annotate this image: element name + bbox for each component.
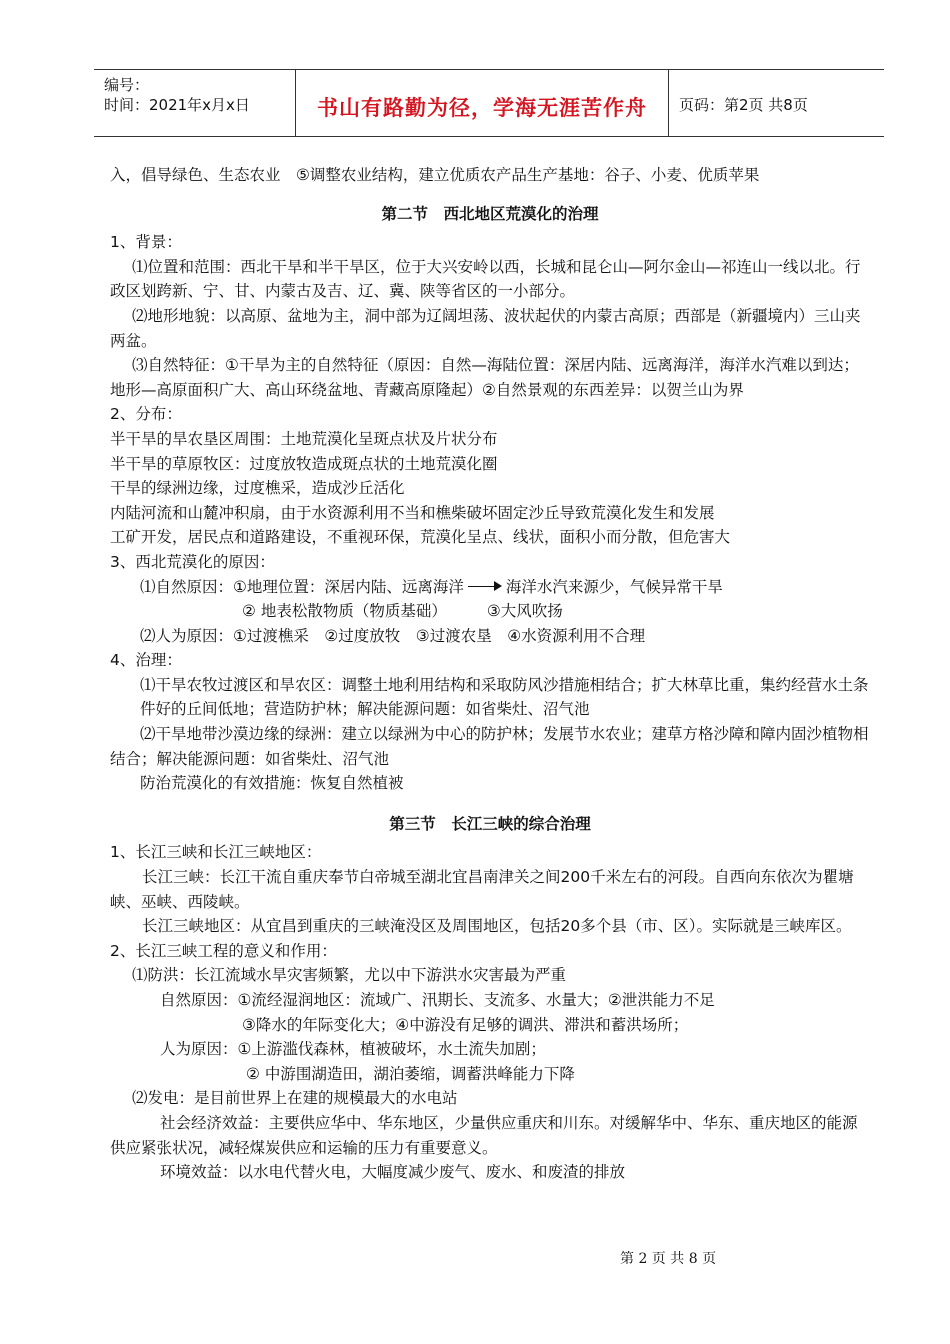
body-line: ⑴防洪：长江流域水旱灾害频繁，尤以中下游洪水灾害最为严重 (132, 966, 567, 985)
body-paragraph: ⑶自然特征：①干旱为主的自然特征（原因：自然—海陆位置：深居内陆、远离海洋，海洋水汽难以到达；地形—高原面积广大、高山环绕盆地、青藏高原隆起）②自然景观的东西差异：以贺兰山为界 (110, 356, 859, 399)
cause-text: ⑴自然原因：①地理位置：深居内陆、远离海洋 (140, 577, 464, 596)
page-footer: 第 2 页 共 8 页 (620, 1251, 717, 1267)
body-line: 防治荒漠化的有效措施：恢复自然植被 (140, 774, 404, 793)
body-paragraph: 社会经济效益：主要供应华中、华东地区，少量供应重庆和川东。对缓解华中、华东、重庆地区的能源供应紧张状况，减轻煤炭供应和运输的压力有重要意义。 (110, 1113, 858, 1157)
list-heading: 1、长江三峡和长江三峡地区： (110, 843, 322, 862)
body-line: ③降水的年际变化大；④中游没有足够的调洪、滞洪和蓄洪场所； (242, 1015, 689, 1034)
body-line: 工矿开发，居民点和道路建设，不重视环保，荒漠化呈点、线状，面积小而分散，但危害大 (110, 528, 731, 547)
doc-number-label: 编号： (104, 76, 150, 94)
body-line: 干旱的绿洲边缘，过度樵采，造成沙丘活化 (110, 479, 405, 498)
body-paragraph: ⑵干旱地带沙漠边缘的绿洲：建立以绿洲为中心的防护林；发展节水农业；建草方格沙障和障内固沙植物相结合；解决能源问题：如省柴灶、沼气池 (110, 725, 869, 768)
body-line: 半干旱的旱农垦区周围：土地荒漠化呈斑点状及片状分布 (110, 429, 498, 448)
cause-line (110, 599, 870, 624)
document-body (110, 163, 870, 1185)
body-line: 环境效益：以水电代替火电，大幅度减少废气、废水、和废渣的排放 (160, 1163, 626, 1182)
header-left-cell (94, 70, 294, 136)
body-line: ⑵人为原因：①过渡樵采 ②过度放牧 ③过渡农垦 ④水资源利用不合理 (140, 626, 646, 645)
header-motto-cell (295, 70, 669, 136)
list-heading: 2、分布： (110, 405, 182, 424)
cause-text: ③大风吹扬 (486, 602, 563, 621)
header-page-info: 页码：第2页 共8页 (679, 96, 808, 114)
section-title: 第三节 长江三峡的综合治理 (389, 814, 591, 833)
section-title: 第二节 西北地区荒漠化的治理 (381, 204, 599, 223)
list-heading: 3、西北荒漠化的原因： (110, 552, 275, 571)
body-line: ② 中游围湖造田，湖泊萎缩，调蓄洪峰能力下降 (246, 1064, 575, 1083)
body-paragraph: 长江三峡地区：从宜昌到重庆的三峡淹没区及周围地区，包括20多个县（市、区）。实际就是三峡库区。 (142, 917, 852, 936)
body-line: 人为原因：①上游滥伐森林，植被破坏，水土流失加剧； (160, 1040, 546, 1059)
header-motto: 书山有路勤为径，学海无涯苦作舟 (317, 96, 647, 120)
body-paragraph: ⑴位置和范围：西北干旱和半干旱区，位于大兴安岭以西，长城和昆仑山—阿尔金山—祁连山一线以北。行政区划跨新、宁、甘、内蒙古及吉、辽、冀、陕等省区的一小部分。 (110, 257, 861, 301)
page-header (94, 69, 884, 137)
body-paragraph: ⑵地形地貌：以高原、盆地为主，洞中部为辽阔坦荡、波状起伏的内蒙古高原；西部是（新疆境内）三山夹两盆。 (110, 306, 861, 350)
body-line: 内陆河流和山麓冲积扇，由于水资源利用不当和樵柴破坏固定沙丘导致荒漠化发生和发展 (110, 503, 715, 522)
header-right-cell (669, 70, 884, 136)
right-arrow-icon (468, 581, 502, 593)
body-line: 半干旱的草原牧区：过度放牧造成斑点状的土地荒漠化圈 (110, 454, 498, 473)
cause-text: ② 地表松散物质（物质基础） (242, 602, 447, 621)
cause-result: 海洋水汽来源少，气候异常干旱 (505, 577, 723, 596)
body-paragraph: ⑴干旱农牧过渡区和旱农区：调整土地利用结构和采取防风沙措施相结合；扩大林草比重，集约经营水土条件好的丘间低地；营造防护林；解决能源问题：如省柴灶、沼气池 (140, 675, 869, 719)
doc-time-label: 时间：2021年x月x日 (104, 96, 250, 114)
cause-line (110, 575, 870, 600)
body-line: 自然原因：①流经湿润地区：流域广、汛期长、支流多、水量大；②泄洪能力不足 (160, 991, 715, 1009)
body-line: ⑵发电：是目前世界上在建的规模最大的水电站 (132, 1089, 458, 1108)
list-heading: 2、长江三峡工程的意义和作用： (110, 941, 337, 960)
body-paragraph: 长江三峡：长江干流自重庆奉节白帝城至湖北宜昌南津关之间200千米左右的河段。自西向东依次为瞿塘峡、巫峡、西陵峡。 (110, 868, 854, 911)
list-heading: 4、治理： (110, 651, 182, 670)
body-line: 入，倡导绿色、生态农业 ⑤调整农业结构，建立优质农产品生产基地：谷子、小麦、优质苹果 (110, 166, 760, 184)
list-heading: 1、背景： (110, 233, 182, 252)
